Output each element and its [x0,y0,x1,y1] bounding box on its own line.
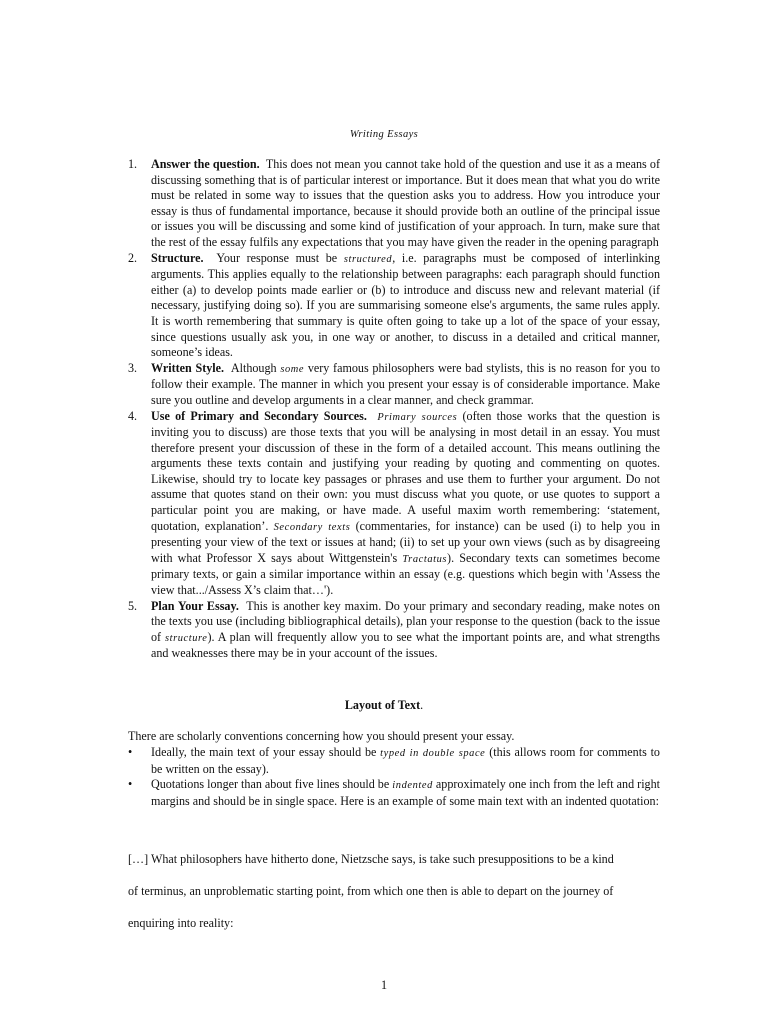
bullet-item-indented [128,777,660,809]
list-item-plan [128,599,660,662]
quote-line: […] What philosophers have hitherto done, Nietzsche says, is take such presuppositions to be a kind [128,852,614,866]
bullet-text: (this allows room for comments to be written on the essay). [151,745,660,776]
list-item-written-style [128,361,660,409]
quote-line: of terminus, an unproblematic starting point, from which one then is able to depart on the journey of [128,884,614,898]
item-emphasis: Secondary texts [273,521,351,533]
item-text: ). A plan will frequently allow you to see what the important points are, and what strengths and weaknesses there may be in your account of the issues. [151,629,660,661]
item-text: This does not mean you cannot take hold of the question and use it as a means of discussing something that is of particular interest or importance. But it does mean that what you do write must be related in some way to issues that the question asks you to address. How you introduce your essay is thus of fundamental importance, because it should provide both an outline of the principal issue or issues you will be discussing and some kind of justification of your approach. In turn, make sure that the rest of the essay fulfils any expectations that you may have given the reader in the opening paragraph [151,157,660,249]
bullet-icon: • [128,745,133,759]
layout-intro: There are scholarly conventions concerning how you should present your essay. [128,729,515,743]
bullet-emphasis: indented [392,780,433,792]
item-emphasis: some [280,363,305,375]
quote-line: enquiring into reality: [128,916,234,930]
bullet-emphasis: typed in double space [380,748,486,759]
item-number: 4. [128,408,138,423]
item-number: 5. [128,598,138,613]
guidelines-list [128,157,660,662]
page-number: 1 [380,978,388,992]
item-number: 2. [128,250,138,265]
list-item-answer-question [128,157,660,251]
document-title: Writing Essays [349,129,419,140]
item-text: (often those works that the question is inviting you to discuss) are those texts that you will be analysing in most detail in an essay. You must therefore present your discussion of these in the form of a detailed account. This means outlining the arguments these texts contain and justifying your reading by quoting and commenting on quotes. Likewise, should try to locate key passages or phrases and use them to further your argument. Do not assume that quotes stand on their own: you must discuss what you quote, or use quotes to support a particular point you are making, or have made. A useful maxim worth remembering: ‘statement, quotation, explanation’. [151,408,660,533]
list-item-structure [128,251,660,361]
item-text: very famous philosophers were bad stylists, this is no reason for you to follow their example. The manner in which you present your essay is of considerable importance. Make sure you outline and develop arguments in a clear manner, and check grammar. [151,360,661,407]
item-heading: Use of Primary and Secondary Sources. [151,408,367,423]
layout-heading-suffix: . [420,698,424,712]
item-number: 3. [128,360,138,375]
item-heading: Plan Your Essay. [151,598,239,613]
item-emphasis: Primary sources [377,411,458,423]
item-heading: Written Style. [151,360,225,375]
item-emphasis: structured [343,253,393,265]
bullet-text: approximately one inch from the left and right margins and should be in single space. Here is an example of some main text with an indented quotation: [151,777,661,808]
bullet-text: Ideally, the main text of your essay should be [151,745,377,759]
item-heading: Answer the question. [151,157,260,171]
item-text: Although [230,360,277,375]
item-text: , i.e. paragraphs must be composed of interlinking arguments. This applies equally to the relationship between paragraphs: each paragraph should function either (a) to develop points made earlier or (b) to introduce and discuss new and relevant material (if necessary, justifying doing so). If you are summarising someone else's arguments, the same rules apply. It is worth remembering that summary is quite often going to take up a lot of the space of your essay, since questions usually ask you, in one way or another, to discuss in a detailed and critical manner, someone’s ideas. [151,250,661,360]
item-heading: Structure. [151,250,204,265]
list-item-sources [128,409,660,599]
item-text: ). Secondary texts can sometimes become primary texts, or gain a similar importance within an essay (e.g. questions which begin with 'Assess the view that.../Assess X’s claim that…'). [151,550,660,598]
item-text: (commentaries, for instance) can be used (i) to help you in presenting your view of the text or issues at hand; (ii) to set up your own views (such as by disagreeing with what Professor X says about Wittgenstein's [151,518,661,565]
item-number: 1. [128,157,138,171]
layout-heading-text: Layout of Text [344,698,421,712]
item-emphasis: Tractatus [402,553,448,565]
bullet-icon: • [128,777,133,792]
item-emphasis: structure [164,632,208,644]
bullet-text: Quotations longer than about five lines should be [151,777,390,792]
item-text: This is another key maxim. Do your primary and secondary reading, make notes on the texts you use (including bibliographical details), plan your response to the question (back to the issue of [151,598,660,644]
layout-heading [0,698,768,714]
item-text: Your response must be [216,250,338,265]
bullet-item-double-space [128,745,660,777]
layout-bullets [128,745,660,809]
